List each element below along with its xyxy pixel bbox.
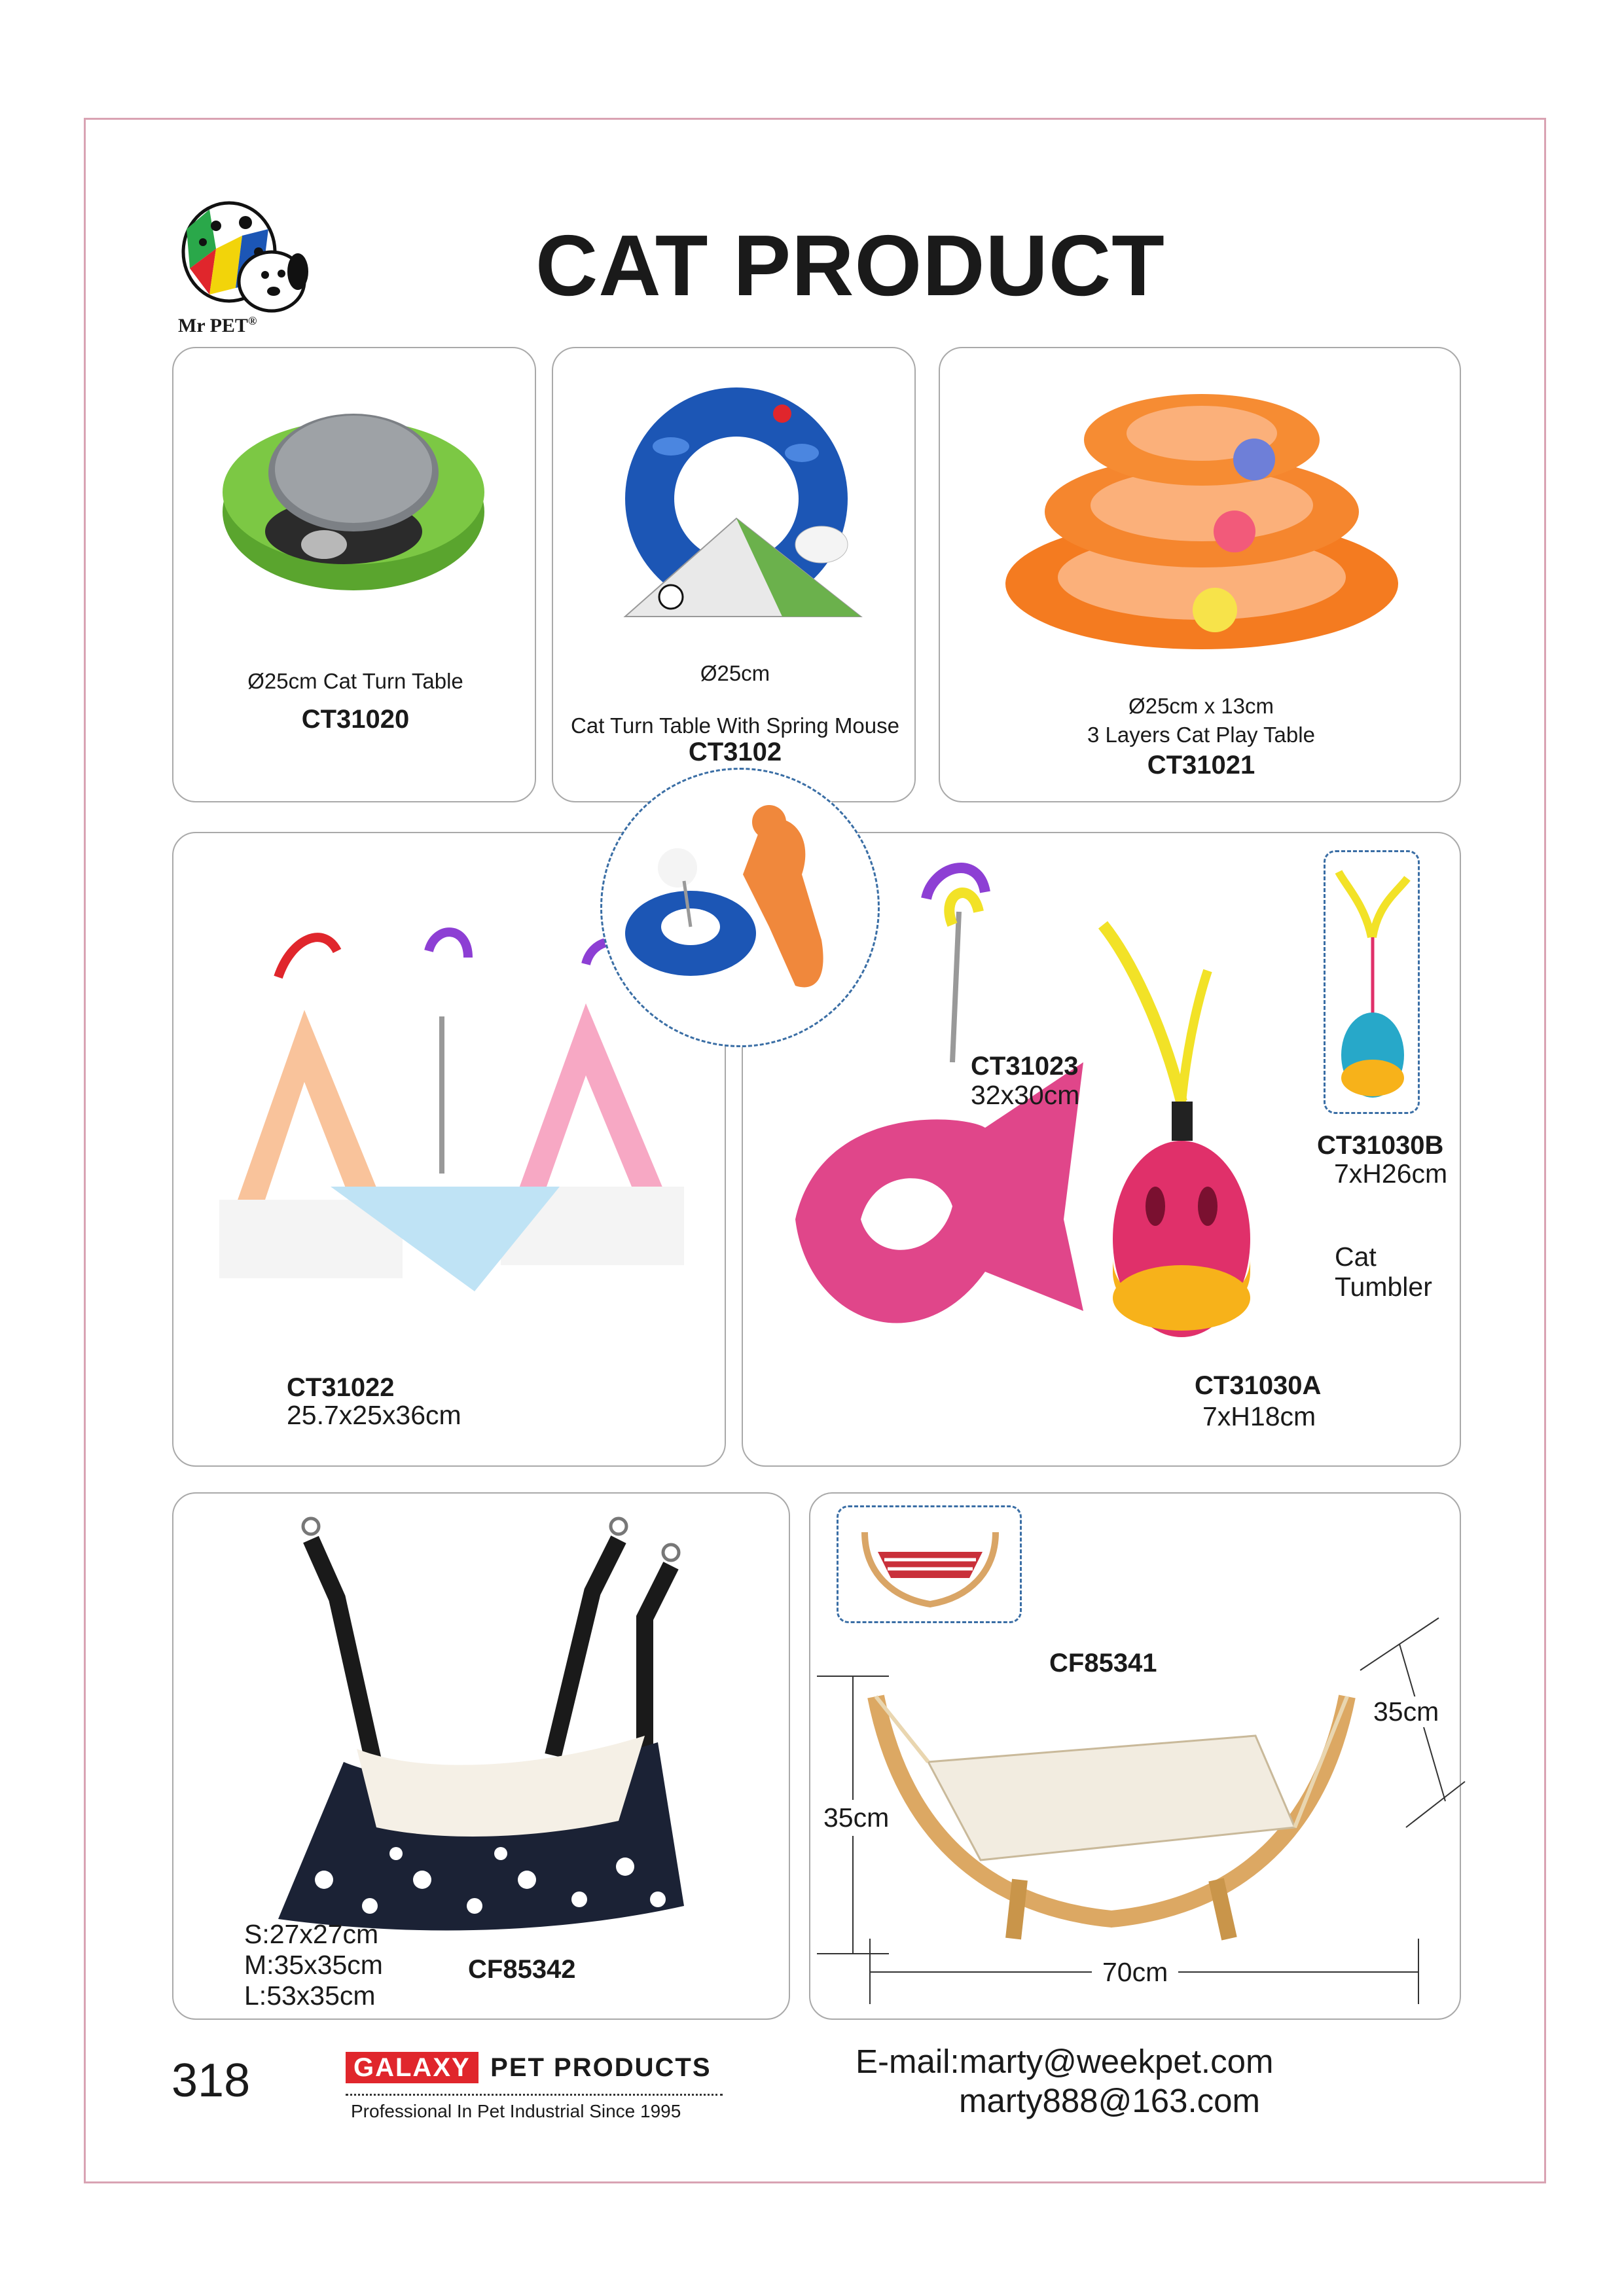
ct31030a-size: 7xH18cm (1202, 1401, 1316, 1431)
contact-email-1: E-mail:marty@weekpet.com (856, 2043, 1274, 2080)
cat-hammock-image (226, 1513, 736, 1958)
cf85341-code: CF85341 (1049, 1649, 1157, 1677)
width-dim-left-tick (869, 1939, 871, 2004)
tumbler-label-line2: Tumbler (1335, 1272, 1432, 1302)
brand-galaxy: GALAXY (346, 2052, 478, 2083)
spring-mouse-circle-inset (600, 768, 880, 1047)
ct31022-size: 25.7x25x36cm (287, 1400, 461, 1430)
page-number: 318 (171, 2054, 251, 2107)
wooden-hammock-image (850, 1670, 1373, 1945)
logo-text: Mr PET (178, 315, 248, 336)
ct31023-code: CT31023 (971, 1052, 1079, 1081)
cat-tumbler-a-image (1090, 905, 1260, 1337)
brand-tagline: Professional In Pet Industrial Since 1995 (351, 2101, 681, 2121)
ct31021-size: Ø25cm x 13cm (1128, 694, 1274, 718)
height-dim-top-tick (817, 1676, 889, 1677)
ct3102-size: Ø25cm (700, 661, 770, 685)
cf85342-size-m: M:35x35cm (244, 1950, 383, 1980)
brand-divider (346, 2094, 723, 2096)
cat-turn-table-image (213, 381, 494, 603)
cf85341-depth-label: 35cm (1373, 1696, 1439, 1727)
ct31023-size: 32x30cm (971, 1080, 1080, 1110)
ct31022-code: CT31022 (287, 1373, 395, 1402)
tumbler-label-line1: Cat (1335, 1242, 1377, 1272)
cf85341-width-label: 70cm (1092, 1957, 1178, 1988)
cf85342-size-l: L:53x35cm (244, 1981, 376, 2011)
ct3102-code: CT3102 (688, 738, 782, 766)
height-dim-bottom-tick (817, 1953, 889, 1954)
ct31020-code: CT31020 (301, 705, 410, 734)
cat-playing-image (619, 796, 867, 1018)
width-dim-right-tick (1418, 1939, 1419, 2004)
cat-tumbler-b-image (1332, 865, 1414, 1101)
registered-mark: ® (247, 314, 257, 327)
product-card-cf85341 (809, 1492, 1461, 2020)
cf85341-height-label: 35cm (823, 1800, 889, 1836)
ct31021-desc: 3 Layers Cat Play Table (1087, 723, 1315, 747)
galaxy-brand-logo (346, 2053, 712, 2083)
contact-email-2: marty888@163.com (959, 2082, 1260, 2119)
ct31021-code: CT31021 (1147, 751, 1255, 780)
three-layer-play-table-image (992, 368, 1411, 656)
product-card-ct31021 (939, 347, 1461, 802)
wooden-hammock-thumb-image (852, 1519, 1009, 1617)
spring-mouse-turntable-image (586, 381, 887, 643)
ct31030b-inset (1324, 850, 1420, 1114)
product-card-ct31020 (172, 347, 536, 802)
cf85341-inset (837, 1505, 1022, 1623)
brand-pet-products: PET PRODUCTS (490, 2053, 712, 2082)
ct31030b-size: 7xH26cm (1334, 1158, 1448, 1189)
cf85342-code: CF85342 (468, 1955, 576, 1984)
cf85342-size-s: S:27x27cm (244, 1919, 379, 1949)
product-card-ct3102 (552, 347, 916, 802)
ct31030b-code: CT31030B (1317, 1131, 1444, 1160)
product-card-cf85342 (172, 1492, 790, 2020)
page-title: CAT PRODUCT (535, 217, 1165, 314)
ct31030a-code: CT31030A (1195, 1371, 1322, 1400)
ct31020-desc: Ø25cm Cat Turn Table (247, 669, 463, 693)
ct3102-desc: Cat Turn Table With Spring Mouse (571, 713, 899, 738)
mr-pet-logo (164, 190, 314, 340)
